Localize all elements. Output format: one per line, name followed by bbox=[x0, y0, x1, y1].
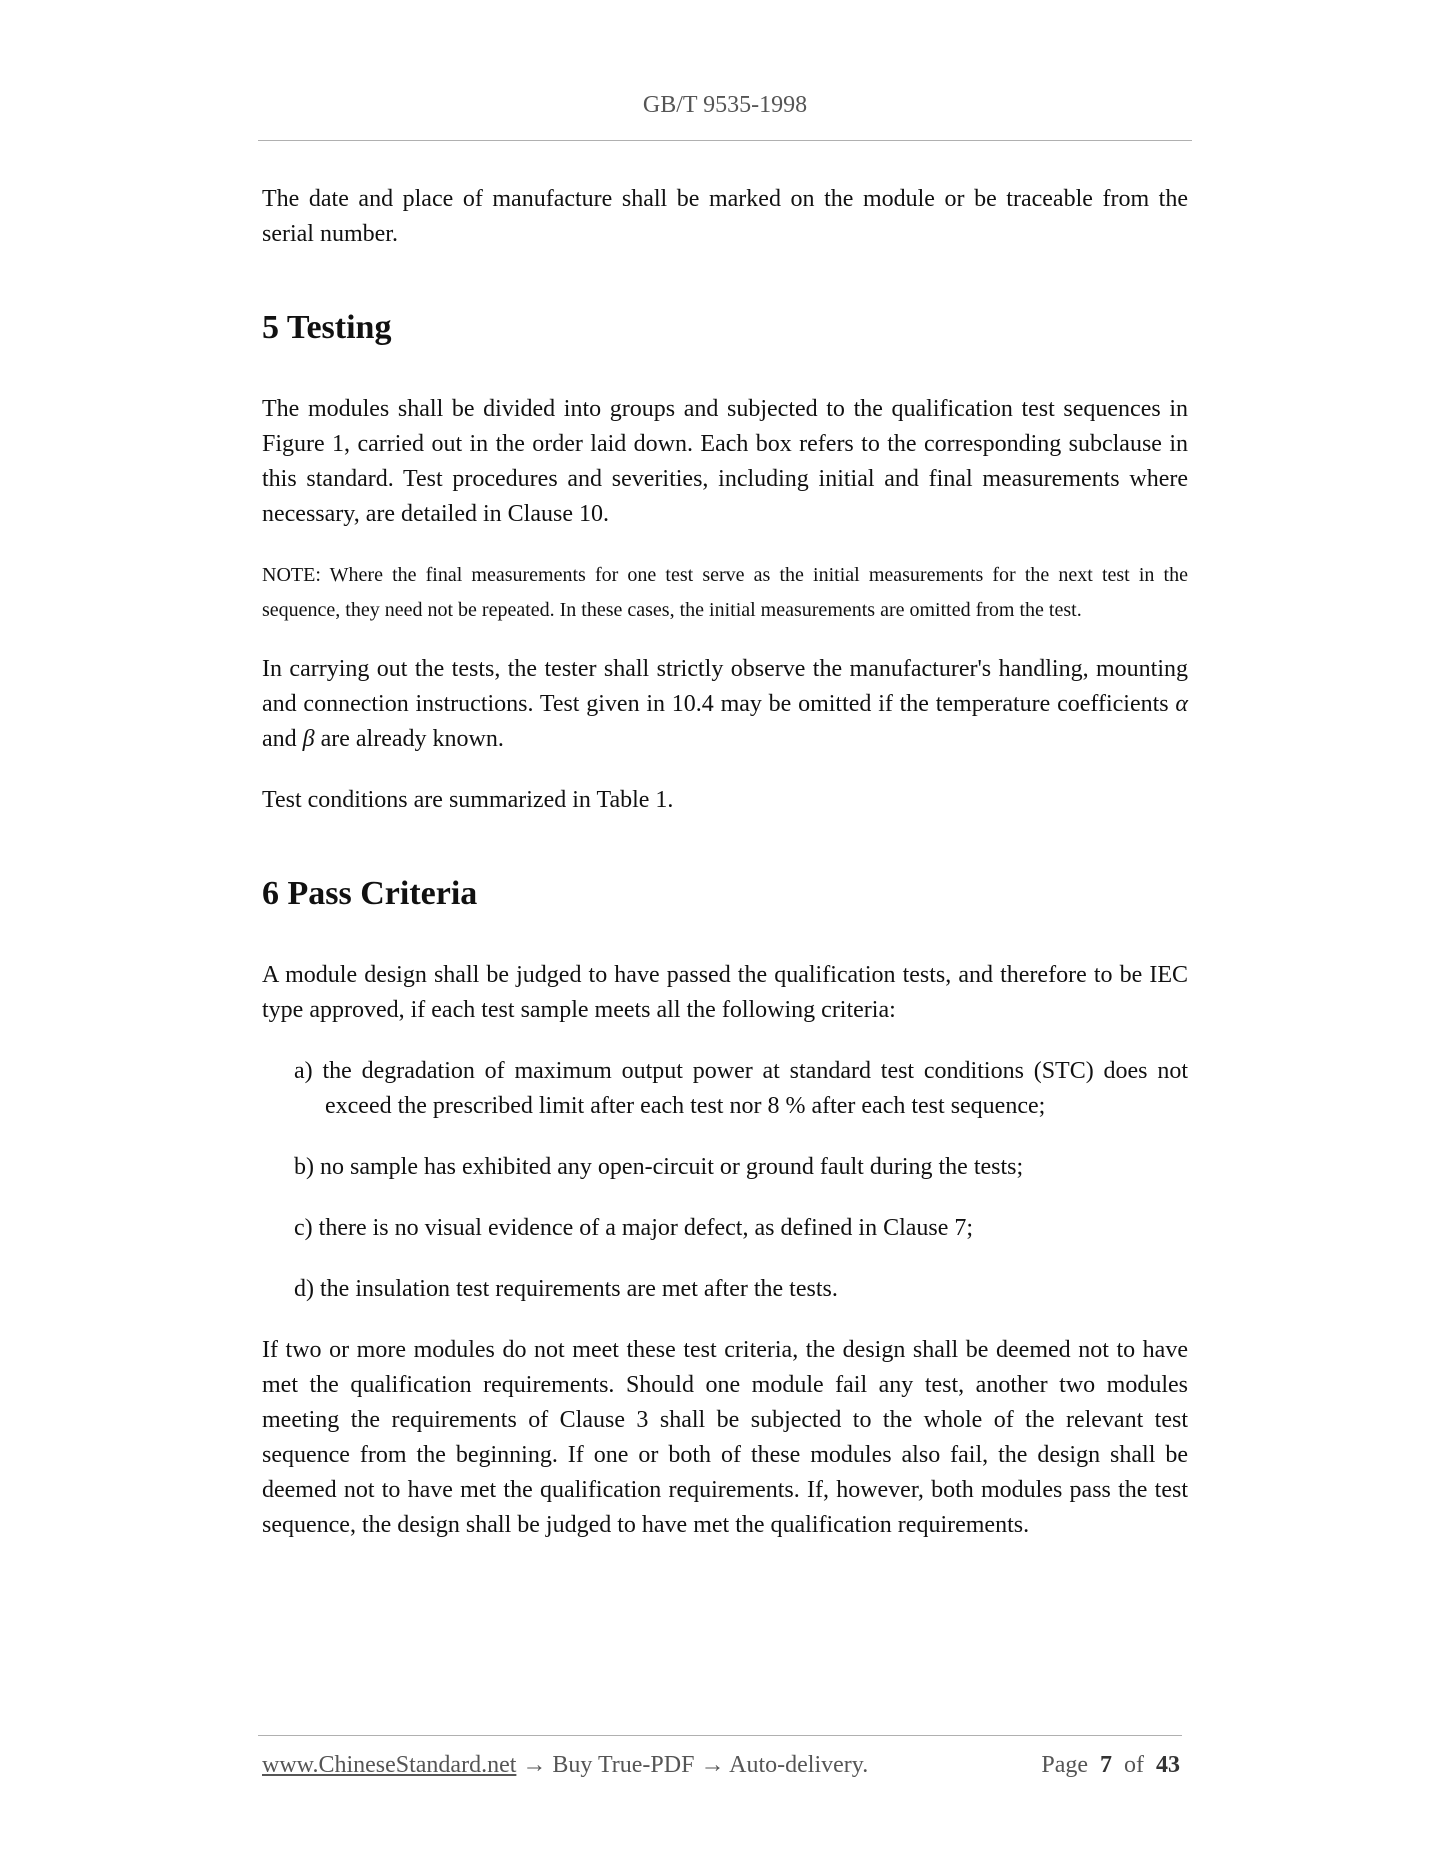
section-5-note: NOTE: Where the final measurements for one test serve as the initial measurements for the next test in the sequence, they need not be repeated. In these cases, the initial measurements are omitted from the test. bbox=[262, 564, 1188, 621]
site-link[interactable]: www.ChineseStandard.net bbox=[262, 1752, 517, 1778]
arrow-right-icon: → bbox=[700, 1752, 725, 1778]
criteria-item-d: d) the insulation test requirements are met after the tests. bbox=[294, 1276, 838, 1302]
and-text: and bbox=[262, 726, 297, 752]
buy-text: Buy True-PDF bbox=[552, 1752, 695, 1778]
beta-symbol: β bbox=[302, 726, 315, 752]
section-6-heading: 6 Pass Criteria bbox=[262, 875, 478, 912]
delivery-text: Auto-delivery. bbox=[729, 1752, 869, 1778]
arrow-right-icon: → bbox=[522, 1752, 547, 1778]
section-5-heading: 5 Testing bbox=[262, 309, 392, 346]
p2-start-text: In carrying out the tests, the tester shall strictly observe the manufacturer's handling, mounting and connection instructions. Test given in 10.4 may be omitted if the temperature coefficients bbox=[262, 656, 1188, 717]
section-5-paragraph-1: The modules shall be divided into groups and subjected to the qualification test sequences in Figure 1, carried out in the order laid down. Each box refers to the corresponding subclause in this standard. Test procedures and severities, including initial and final measurements where necessary, are detailed in Clause 10. bbox=[262, 396, 1188, 527]
header-divider bbox=[258, 140, 1192, 141]
page-label: Page bbox=[1041, 1752, 1088, 1778]
of-label: of bbox=[1124, 1752, 1144, 1778]
page-total: 43 bbox=[1156, 1752, 1180, 1778]
section-6-paragraph-2: If two or more modules do not meet these test criteria, the design shall be deemed not to have met the qualification requirements. Should one module fail any test, another two modules meeting the requirements of Clause 3 shall be subjected to the whole of the relevant test sequence from the beginning. If one or both of these modules also fail, the design shall be deemed not to have met the qualification requirements. If, however, both modules pass the test sequence, the design shall be judged to have met the qualification requirements. bbox=[262, 1337, 1188, 1538]
page-header-title: GB/T 9535-1998 bbox=[642, 92, 808, 118]
criteria-item-a: a) the degradation of maximum output power at standard test conditions (STC) does not exceed the prescribed limit after each test nor 8 % after each test sequence; bbox=[294, 1058, 1188, 1119]
alpha-symbol: α bbox=[1175, 691, 1188, 717]
section-5-paragraph-3: Test conditions are summarized in Table 1. bbox=[262, 787, 674, 813]
criteria-item-b: b) no sample has exhibited any open-circuit or ground fault during the tests; bbox=[294, 1154, 1024, 1180]
footer-divider bbox=[258, 1735, 1182, 1736]
intro-paragraph: The date and place of manufacture shall be marked on the module or be traceable from the serial number. bbox=[262, 186, 1188, 247]
footer-promo bbox=[262, 1752, 868, 1779]
page-number: 7 bbox=[1100, 1752, 1112, 1778]
criteria-item-c: c) there is no visual evidence of a major defect, as defined in Clause 7; bbox=[294, 1215, 974, 1241]
section-6-paragraph-1: A module design shall be judged to have passed the qualification tests, and therefore to be IEC type approved, if each test sample meets all the following criteria: bbox=[262, 962, 1188, 1023]
document-body bbox=[262, 182, 1188, 1543]
page-indicator bbox=[1041, 1752, 1180, 1779]
p2-end-text: are already known. bbox=[320, 726, 504, 752]
section-5-paragraph-2 bbox=[262, 652, 1188, 757]
